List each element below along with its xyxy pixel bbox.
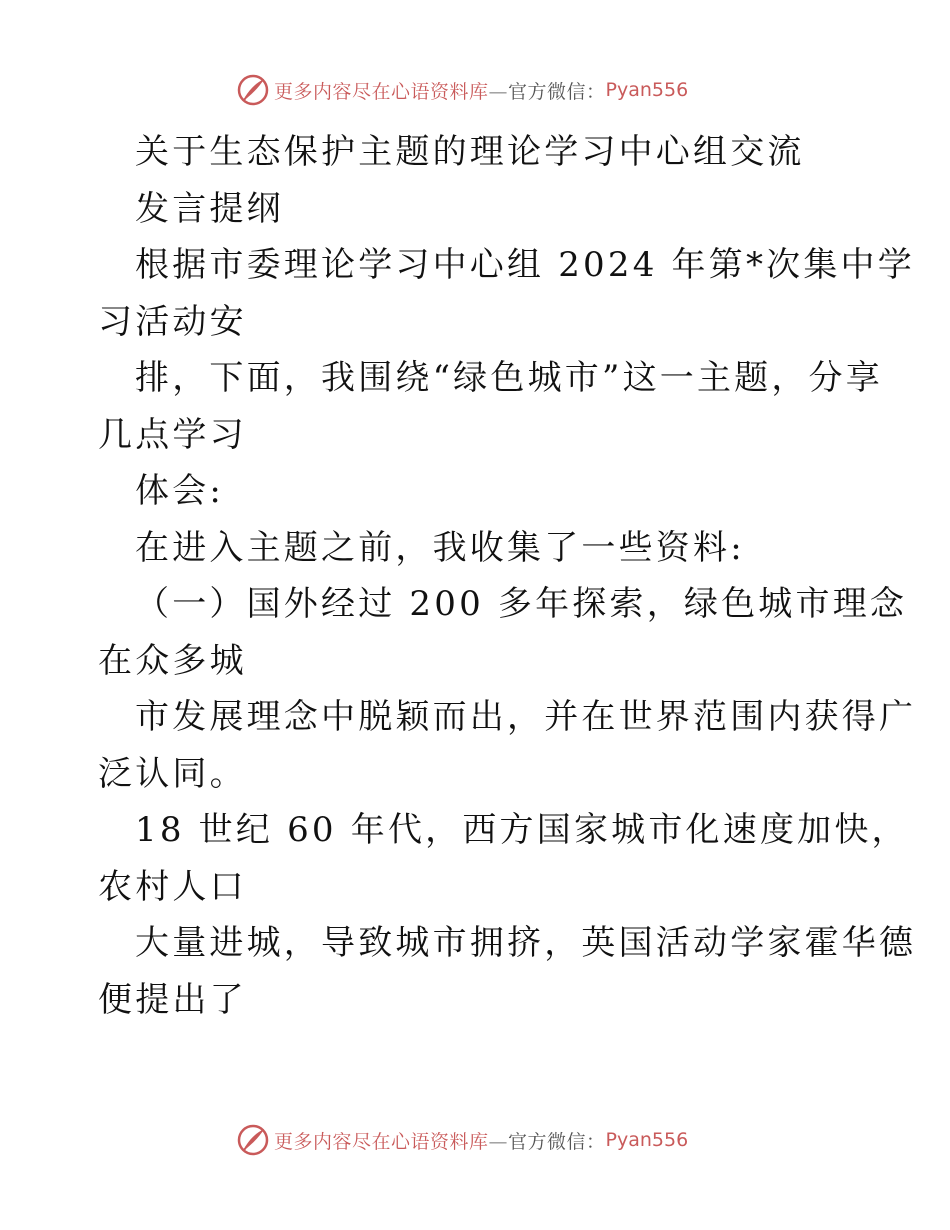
watermark-text [274, 1127, 606, 1154]
watermark-dash: — [488, 80, 509, 103]
quill-logo-icon [236, 1123, 270, 1157]
text-line: 在众多城 [98, 640, 247, 681]
text-line: 18 世纪 60 年代，西方国家城市化速度加快， [135, 810, 909, 850]
watermark-colon: ： [586, 1130, 606, 1153]
watermark-site: 更多内容尽在心语资料库 [274, 80, 489, 103]
text-line: 市发展理念中脱颖而出，并在世界范围内获得广 [135, 697, 917, 737]
text-line: 便提出了 [98, 979, 247, 1020]
text-line: （一）国外经过 200 多年探索，绿色城市理念 [135, 584, 908, 624]
watermark-handle: Pyan556 [605, 1129, 689, 1151]
text-line: 大量进城，导致城市拥挤，英国活动学家霍华德 [135, 923, 917, 963]
text-line: 根据市委理论学习中心组 2024 年第*次集中学 [135, 245, 915, 285]
text-line: 习活动安 [98, 301, 247, 342]
text-line: 泛认同。 [98, 753, 247, 794]
text-line: 体会: [135, 471, 225, 511]
watermark-handle: Pyan556 [605, 79, 689, 101]
watermark-site: 更多内容尽在心语资料库 [274, 1130, 489, 1153]
header-watermark [236, 72, 688, 108]
watermark-text [274, 77, 606, 104]
text-line: 几点学习 [98, 414, 247, 455]
watermark-wechat-label: 官方微信 [508, 1130, 587, 1153]
footer-watermark [236, 1122, 688, 1158]
watermark-wechat-label: 官方微信 [508, 80, 587, 103]
quill-logo-icon [236, 73, 270, 107]
document-body [98, 124, 917, 1028]
text-line: 发言提纲 [135, 188, 284, 229]
text-line: 关于生态保护主题的理论学习中心组交流 [135, 132, 805, 172]
text-line: 农村人口 [98, 866, 247, 907]
text-line: 在进入主题之前，我收集了一些资料: [135, 527, 745, 568]
watermark-colon: ： [586, 80, 606, 103]
text-line: 排，下面，我围绕“绿色城市”这一主题，分享 [135, 358, 883, 398]
watermark-dash: — [488, 1130, 509, 1153]
